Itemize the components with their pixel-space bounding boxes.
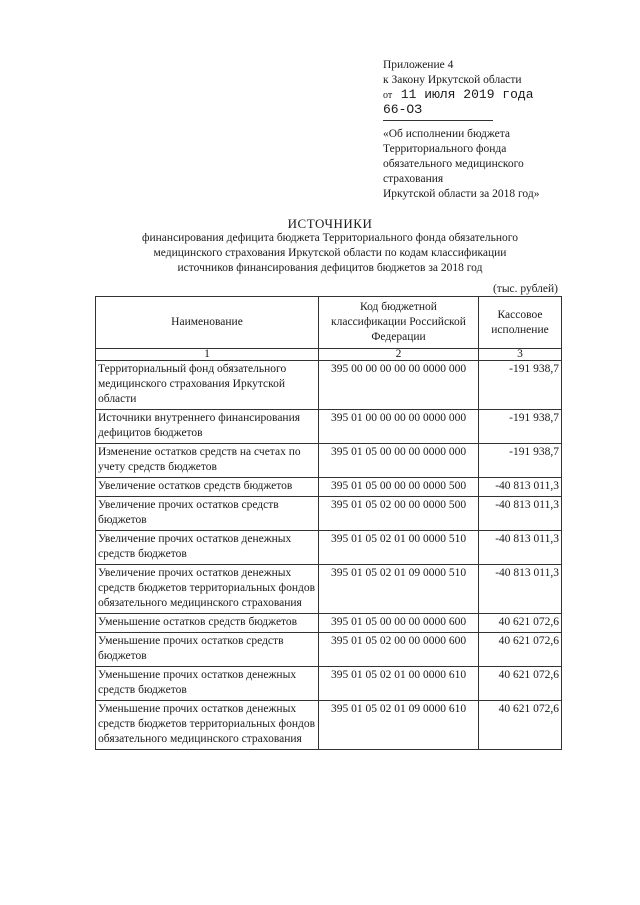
table-row bbox=[96, 531, 562, 565]
cell-name: Изменение остатков средств на счетах по учету средств бюджетов bbox=[96, 444, 319, 478]
header-code: Код бюджетной классификации Российской Федерации bbox=[319, 297, 479, 349]
cell-code: 395 01 05 02 00 00 0000 600 bbox=[319, 633, 479, 667]
cell-code: 395 01 05 00 00 00 0000 000 bbox=[319, 444, 479, 478]
table-row bbox=[96, 565, 562, 614]
title-line: источников финансирования дефицитов бюджетов за 2018 год bbox=[177, 262, 483, 274]
cell-name: Увеличение прочих остатков денежных средств бюджетов территориальных фондов обязательного медицинского страхования bbox=[96, 565, 319, 614]
table-row bbox=[96, 478, 562, 497]
table-row bbox=[96, 633, 562, 667]
cell-name: Уменьшение прочих остатков средств бюджетов bbox=[96, 633, 319, 667]
cell-value: 40 621 072,6 bbox=[479, 614, 562, 633]
title-line: финансирования дефицита бюджета Территориального фонда обязательного bbox=[142, 232, 518, 244]
cell-value: -191 938,7 bbox=[479, 444, 562, 478]
cell-name: Увеличение остатков средств бюджетов bbox=[96, 478, 319, 497]
law-date-line bbox=[383, 88, 573, 103]
cell-code: 395 01 05 02 01 09 0000 610 bbox=[319, 701, 479, 750]
table-row bbox=[96, 444, 562, 478]
table-row bbox=[96, 614, 562, 633]
header-name: Наименование bbox=[96, 297, 319, 349]
cell-value: 40 621 072,6 bbox=[479, 633, 562, 667]
subject-line: «Об исполнении бюджета bbox=[383, 128, 511, 140]
subject-line: страхования bbox=[383, 173, 444, 185]
from-label: от bbox=[383, 90, 393, 101]
column-number: 2 bbox=[319, 349, 479, 361]
title-heading: ИСТОЧНИКИ bbox=[287, 216, 373, 231]
document-title bbox=[100, 216, 560, 276]
cell-value: 40 621 072,6 bbox=[479, 667, 562, 701]
cell-code: 395 01 05 02 01 00 0000 510 bbox=[319, 531, 479, 565]
cell-code: 395 01 05 02 01 09 0000 510 bbox=[319, 565, 479, 614]
divider bbox=[383, 120, 493, 121]
cell-code: 395 00 00 00 00 00 0000 000 bbox=[319, 361, 479, 410]
header-value: Кассовое исполнение bbox=[479, 297, 562, 349]
cell-name: Уменьшение прочих остатков денежных средств бюджетов территориальных фондов обязательного медицинского страхования bbox=[96, 701, 319, 750]
law-date: 11 июля 2019 года bbox=[400, 87, 534, 102]
cell-code: 395 01 05 00 00 00 0000 500 bbox=[319, 478, 479, 497]
cell-code: 395 01 05 00 00 00 0000 600 bbox=[319, 614, 479, 633]
column-number: 1 bbox=[96, 349, 319, 361]
subject-line: обязательного медицинского bbox=[383, 158, 524, 170]
cell-value: -191 938,7 bbox=[479, 361, 562, 410]
law-number: 66-ОЗ bbox=[383, 102, 423, 117]
subject-line: Территориального фонда bbox=[383, 143, 507, 155]
cell-value: -40 813 011,3 bbox=[479, 565, 562, 614]
cell-code: 395 01 00 00 00 00 0000 000 bbox=[319, 410, 479, 444]
cell-value: -191 938,7 bbox=[479, 410, 562, 444]
cell-value: 40 621 072,6 bbox=[479, 701, 562, 750]
cell-name: Уменьшение прочих остатков денежных средств бюджетов bbox=[96, 667, 319, 701]
column-number: 3 bbox=[479, 349, 562, 361]
subject-line: Иркутской области за 2018 год» bbox=[383, 188, 540, 200]
cell-code: 395 01 05 02 01 00 0000 610 bbox=[319, 667, 479, 701]
cell-code: 395 01 05 02 00 00 0000 500 bbox=[319, 497, 479, 531]
table-row bbox=[96, 497, 562, 531]
appendix-block bbox=[383, 58, 573, 202]
units-label: (тыс. рублей) bbox=[492, 283, 558, 295]
sources-table bbox=[95, 296, 562, 750]
law-subject bbox=[383, 127, 573, 202]
column-numbers-row bbox=[96, 349, 562, 361]
cell-name: Увеличение прочих остатков средств бюджетов bbox=[96, 497, 319, 531]
table-row bbox=[96, 361, 562, 410]
cell-name: Источники внутреннего финансирования дефицитов бюджетов bbox=[96, 410, 319, 444]
appendix-law: к Закону Иркутской области bbox=[383, 74, 522, 86]
cell-value: -40 813 011,3 bbox=[479, 531, 562, 565]
appendix-number: Приложение 4 bbox=[383, 59, 454, 71]
cell-value: -40 813 011,3 bbox=[479, 497, 562, 531]
table-row bbox=[96, 667, 562, 701]
cell-name: Уменьшение остатков средств бюджетов bbox=[96, 614, 319, 633]
title-line: медицинского страхования Иркутской области по кодам классификации bbox=[153, 247, 507, 259]
table-row bbox=[96, 410, 562, 444]
table-row bbox=[96, 701, 562, 750]
cell-name: Территориальный фонд обязательного медицинского страхования Иркутской области bbox=[96, 361, 319, 410]
table-header bbox=[96, 297, 562, 349]
cell-value: -40 813 011,3 bbox=[479, 478, 562, 497]
cell-name: Увеличение прочих остатков денежных средств бюджетов bbox=[96, 531, 319, 565]
